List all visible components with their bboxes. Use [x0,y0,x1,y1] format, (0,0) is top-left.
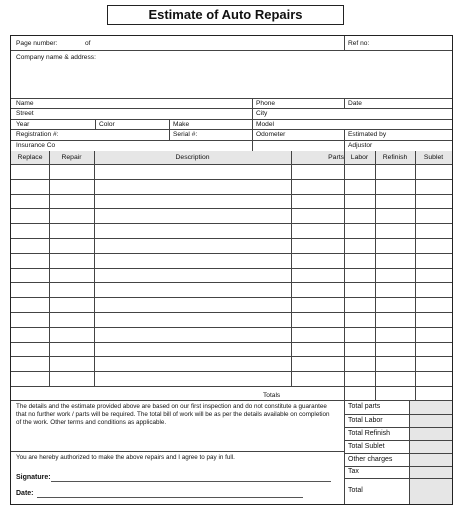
disclaimer-text: The details and the estimate provided above are based on our first inspection and do not constitute a guarantee that no further work / parts will be required. The total bill of work will be as per the details available on completion of the work. Other terms and conditions as applicable. [16,403,330,426]
table-row-line [11,208,452,209]
table-row-line [11,371,452,372]
divider [11,50,452,51]
table-col-line [375,151,376,400]
signature-line[interactable] [51,481,331,482]
summary-label: Total Refinish [348,429,391,437]
divider [11,164,452,165]
divider [169,119,170,140]
table-col-line [94,151,95,387]
col-header-replace: Replace [17,154,43,161]
date-label: Date [348,100,362,107]
col-header-description: Description [175,154,210,161]
divider [344,98,345,108]
summary-row-line [344,440,452,441]
summary-label: Total Sublet [348,442,385,450]
name-label: Name [16,100,34,107]
form-title: Estimate of Auto Repairs [107,5,344,25]
company-label: Company name & address: [16,54,96,61]
page-number-label: Page number: [16,40,58,47]
col-header-labor: Labor [350,154,369,161]
registration-label: Registration #: [16,131,59,138]
divider [11,140,452,141]
summary-label: Other charges [348,455,393,463]
table-row-line [11,312,452,313]
divider [252,98,253,151]
summary-label: Tax [348,468,359,475]
divider [11,119,452,120]
summary-label: Total parts [348,403,381,410]
insurance-label: Insurance Co [16,142,56,149]
odometer-label: Odometer [256,131,286,138]
table-row-line [11,342,452,343]
table-row-line [11,223,452,224]
table-row-line [11,268,452,269]
adjustor-label: Adjustor [348,142,373,149]
table-row-line [11,179,452,180]
divider [11,108,452,109]
table-col-line [291,151,292,387]
street-label: Street [16,110,34,117]
summary-label: Total [348,487,363,494]
table-row-line [11,327,452,328]
summary-row-line [344,427,452,428]
divider [11,400,452,401]
authorization-text: You are hereby authorized to make the above repairs and I agree to pay in full. [16,454,235,461]
ref-no-label: Ref no: [348,40,370,47]
make-label: Make [173,121,190,128]
date-sign-label: Date: [16,490,34,497]
estimate-form [10,35,453,505]
divider [95,119,96,129]
divider [11,129,452,130]
table-row-line [11,297,452,298]
summary-row-line [344,414,452,415]
year-label: Year [16,121,30,128]
divider [11,98,452,99]
model-label: Model [256,121,274,128]
divider [11,451,344,452]
serial-label: Serial #: [173,131,198,138]
estimated-by-label: Estimated by [348,131,387,138]
col-header-parts: Parts [328,154,344,161]
divider [344,129,345,151]
table-row-line [11,253,452,254]
phone-label: Phone [256,100,276,107]
divider [344,400,345,504]
summary-row-line [344,453,452,454]
city-label: City [256,110,268,117]
summary-label: Total Labor [348,416,383,424]
table-row-line [11,194,452,195]
col-header-repair: Repair [61,154,82,161]
color-label: Color [99,121,115,128]
summary-row-line [344,478,452,479]
table-row-line [11,238,452,239]
col-header-sublet: Sublet [423,154,444,161]
divider [409,400,410,504]
divider [344,36,345,50]
date-line[interactable] [37,497,303,498]
summary-row-line [344,466,452,467]
col-header-refinish: Refinish [382,154,408,161]
table-col-line [49,151,50,387]
table-row-line [11,386,452,387]
page-of-label: of [85,40,91,47]
table-row-line [11,356,452,357]
totals-label: Totals [263,392,281,399]
table-col-line [415,151,416,400]
table-row-line [11,282,452,283]
signature-label: Signature: [16,474,51,481]
table-col-line [344,151,345,400]
